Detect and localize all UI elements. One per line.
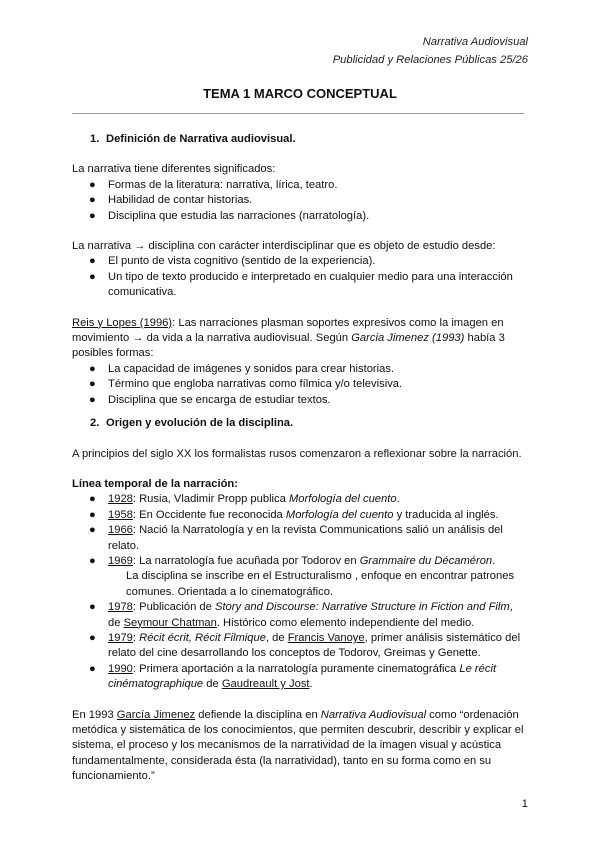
- timeline-item-1978: ● 1978: Publicación de Story and Discourse: Narrative Structure in Fiction and Film, de Seymour Chatman. Histórico como elemento independiente del medio.: [89, 601, 513, 629]
- bullet-icon: ●: [89, 554, 96, 567]
- bullet-icon: ●: [89, 508, 96, 521]
- timeline-item-1966: ● 1966: Nació la Narratología y en la revista Communications salió un análisis del relato.: [89, 524, 503, 552]
- forms-list: [72, 362, 528, 408]
- timeline-list: [72, 492, 528, 692]
- bullet-icon: ●: [89, 209, 96, 222]
- section-1-para2: La narrativa → disciplina con carácter interdisciplinar que es objeto de estudio desde:: [72, 240, 496, 253]
- timeline-heading: Línea temporal de la narración:: [72, 477, 238, 490]
- page-title: TEMA 1 MARCO CONCEPTUAL: [203, 86, 397, 101]
- timeline-item-1969: ● 1969: La narratología fue acuñada por Todorov en Grammaire du Décaméron. La disciplina se inscribe en el Estructuralismo , enfoque en encontrar patrones comunes. Orientada a lo cinematográfico.: [72, 554, 528, 600]
- section-1-title: Definición de Narrativa audiovisual.: [106, 133, 296, 145]
- page-number: 1: [521, 798, 528, 810]
- bullet-icon: ●: [89, 194, 96, 207]
- section-1-number: 1.: [90, 133, 100, 145]
- reis-reference: Reis y Lopes (1996): [72, 316, 173, 329]
- bullet-icon: ●: [89, 393, 96, 406]
- bullet-icon: ●: [89, 601, 96, 614]
- list-item: ● Término que engloba narrativas como fílmica y/o televisiva.: [72, 377, 528, 392]
- title-divider: [72, 113, 524, 114]
- timeline-1969-continuation: La disciplina se inscribe en el Estructuralismo , enfoque en encontrar patrones comunes. Orientada a lo cinematográfico.: [126, 570, 515, 598]
- list-item: ● Disciplina que estudia las narraciones (narratología).: [72, 209, 528, 224]
- bullet-icon: ●: [89, 493, 96, 506]
- timeline-item-1990: ● 1990: Primera aportación a la narratología puramente cinematográfica Le récit cinématographique de Gaudreault y Jost.: [89, 662, 497, 691]
- closing-paragraph: En 1993 García Jimenez defiende la disciplina en Narrativa Audiovisual como “ordenación metódica y sistemática de los conocimientos, que permiten descubrir, describir y explicar el sistema, el proceso y los mecanismos de la narratividad de la imagen visual y acústica fundamentalmente, considerada ésta (la narratividad), tanto en su forma como en su funcionamiento.”: [72, 708, 524, 783]
- bullet-icon: ●: [89, 178, 96, 191]
- bullet-icon: ●: [89, 378, 96, 391]
- header-degree: Publicidad y Relaciones Públicas 25/26: [332, 54, 528, 66]
- reis-paragraph: Reis y Lopes (1996): Las narraciones plasman soportes expresivos como la imagen en movimiento → da vida a la narrativa audiovisual. Según Garcia Jimenez (1993) había 3 posibles formas:: [72, 316, 505, 360]
- bullet-icon: ●: [89, 362, 96, 375]
- list-item: ● La capacidad de imágenes y sonidos para crear historias.: [72, 362, 528, 377]
- list-item: ● Formas de la literatura: narrativa, lírica, teatro.: [72, 178, 528, 193]
- bullet-icon: ●: [89, 270, 96, 283]
- list-item: ● Habilidad de contar historias.: [72, 193, 528, 208]
- timeline-item-1928: ● 1928: Rusia, Vladimir Propp publica Morfología del cuento.: [72, 492, 528, 507]
- study-list: [72, 254, 528, 300]
- garcia-jimenez-link: García Jimenez: [116, 708, 196, 721]
- bullet-icon: ●: [89, 631, 96, 644]
- list-item: ● El punto de vista cognitivo (sentido de la experiencia).: [72, 254, 528, 269]
- list-item: ● Un tipo de texto producido e interpretado en cualquier medio para una interacción comunicativa.: [89, 270, 513, 299]
- meanings-list: [72, 178, 528, 224]
- list-item: ● Disciplina que se encarga de estudiar textos.: [72, 393, 528, 408]
- timeline-item-1958: ● 1958: En Occidente fue reconocida Morfología del cuento y traducida al inglés.: [72, 508, 528, 523]
- bullet-icon: ●: [89, 255, 96, 268]
- timeline-item-1979: ● 1979: Récit écrit, Récit Filmique, de Francis Vanoye, primer análisis sistemático del relato del cine desarrollando los conceptos de Todorov, Greimas y Genette.: [89, 631, 521, 660]
- header-course: Narrativa Audiovisual: [422, 36, 528, 48]
- document-body: [72, 132, 528, 785]
- bullet-icon: ●: [89, 524, 96, 537]
- bullet-icon: ●: [89, 662, 96, 675]
- section-1-heading: [90, 132, 528, 147]
- section-2-intro: A principios del siglo XX los formalistas rusos comenzaron a reflexionar sobre la narración.: [72, 447, 522, 460]
- section-1-intro: La narrativa tiene diferentes significados:: [72, 163, 276, 176]
- section-2-number: 2.: [90, 417, 100, 430]
- section-2-heading: [90, 416, 528, 431]
- garcia-reference: Garcia Jimenez (1993): [351, 332, 465, 345]
- section-2-title: Origen y evolución de la disciplina.: [106, 417, 294, 430]
